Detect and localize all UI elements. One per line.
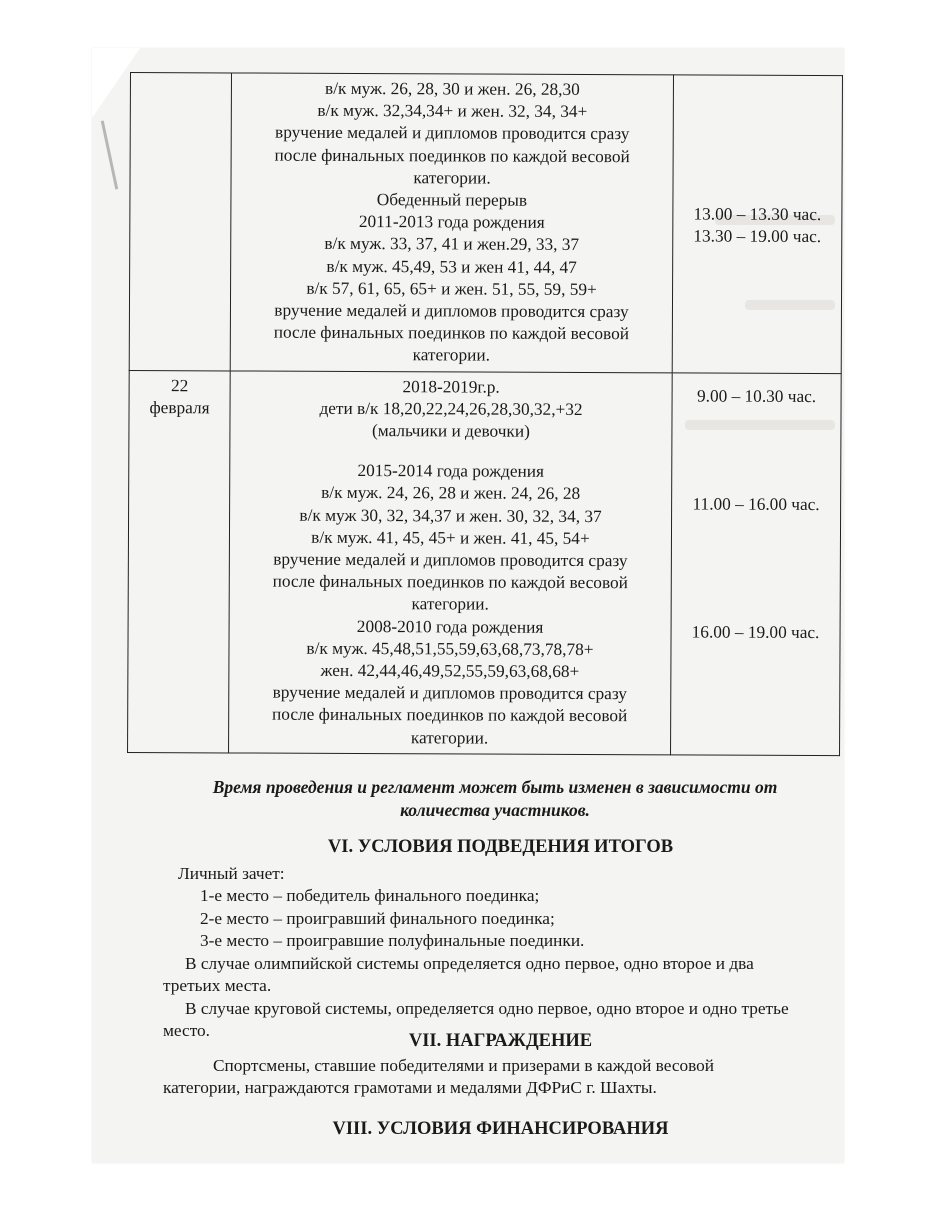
date-day: 22 [170,375,189,395]
program-cell [230,73,673,373]
program-line: в/к муж. 24, 26, 28 и жен. 24, 26, 28 [321,483,581,504]
place-item: 1-е место – победитель финального поединка; [200,886,540,905]
program-line: категории. [412,345,490,366]
program-line: жен. 42,44,46,49,52,55,59,63,68,68+ [320,660,580,682]
program-line: в/к муж. 45,49, 53 и жен 41, 44, 47 [326,256,577,277]
paragraph-line: В случае олимпийской системы определяется одно первое, одно второе и два [185,953,754,973]
program-line: дети в/к 18,20,22,24,26,28,30,32,+32 [319,398,583,419]
program-line: после финальных поединков по каждой весовой [272,705,628,726]
program-line: в/к муж. 41, 45, 45+ и жен. 41, 45, 54+ [311,527,590,548]
program-line: 2018-2019г.р. [402,376,500,397]
section-results [163,836,838,1043]
program-line: в/к муж. 26, 28, 30 и жен. 26, 28,30 [325,78,580,99]
paragraph-line: Спортсмены, ставшие победителями и призерами в каждой весовой [213,1055,715,1075]
program-line: категории. [410,727,489,748]
date-cell [129,73,231,371]
schedule-table [127,72,843,756]
program-line: вручение медалей и дипломов проводится сразу [272,682,627,704]
program-line: в/к 57, 61, 65, 65+ и жен. 51, 55, 59, 59+ [306,278,597,299]
paragraph-line: третьих места. [163,976,272,995]
program-line: после финальных поединков по каждой весовой [274,145,630,166]
program-line: 2011-2013 года рождения [358,212,545,233]
program-line: категории. [413,168,491,188]
section-title: VII. НАГРАЖДЕНИЕ [408,1031,593,1051]
table-row [128,370,842,755]
program-line: в/к муж. 32,34,34+ и жен. 32, 34, 34+ [317,101,588,122]
program-line: в/к муж 30, 32, 34,37 и жен. 30, 32, 34, 37 [299,505,602,526]
program-line: в/к муж. 45,48,51,55,59,63,68,73,78,78+ [306,638,594,659]
date-month: февраля [149,397,210,418]
program-line: в/к муж. 33, 37, 41 и жен.29, 33, 37 [324,234,580,255]
program-line: 2015-2014 года рождения [357,461,545,482]
paragraph-line: В случае круговой системы, определяется одно первое, одно второе и одно третье [185,998,789,1018]
section-financing [163,1118,838,1141]
program-line: 2008-2010 года рождения [356,616,544,637]
time-line: 13.30 – 19.00 час. [693,226,822,247]
note-line: Время проведения и регламент может быть изменен в зависимости от [212,777,778,797]
place-item: 2-е место – проигравший финального поединка; [200,908,555,928]
section-title: VI. УСЛОВИЯ ПОДВЕДЕНИЯ ИТОГОВ [327,837,674,857]
program-line: после финальных поединков по каждой весовой [273,322,630,344]
date-cell [128,370,231,753]
program-cell [229,371,673,755]
program-line: (мальчики и девочки) [371,421,530,441]
table-row [129,73,842,374]
program-line: вручение медалей и дипломов проводится сразу [273,549,628,571]
note-line: количества участников. [400,800,590,820]
program-line: после финальных поединков по каждой весовой [272,571,628,593]
schedule-note [170,776,820,822]
program-line: категории. [411,594,489,615]
place-item: 3-е место – проигравшие полуфинальные поединки. [200,931,585,950]
section-awards [163,1030,838,1100]
time-line: 9.00 – 10.30 час. [697,386,817,406]
program-line: Обеденный перерыв [376,190,528,210]
program-line: вручение медалей и дипломов проводится сразу [275,123,630,144]
section-title: VIII. УСЛОВИЯ ФИНАНСИРОВАНИЯ [332,1119,669,1139]
program-line: вручение медалей и дипломов проводится сразу [274,300,629,322]
results-intro: Личный зачет: [178,863,285,883]
time-line: 16.00 – 19.00 час. [691,622,820,643]
paragraph-line: категории, награждаются грамотами и медалями ДФРиС г. Шахты. [163,1078,657,1097]
time-line: 13.00 – 13.30 час. [693,204,822,225]
paragraph-line: место. [163,1021,210,1040]
time-cell [672,75,842,373]
time-cell [671,373,842,756]
time-line: 11.00 – 16.00 час. [692,494,820,514]
